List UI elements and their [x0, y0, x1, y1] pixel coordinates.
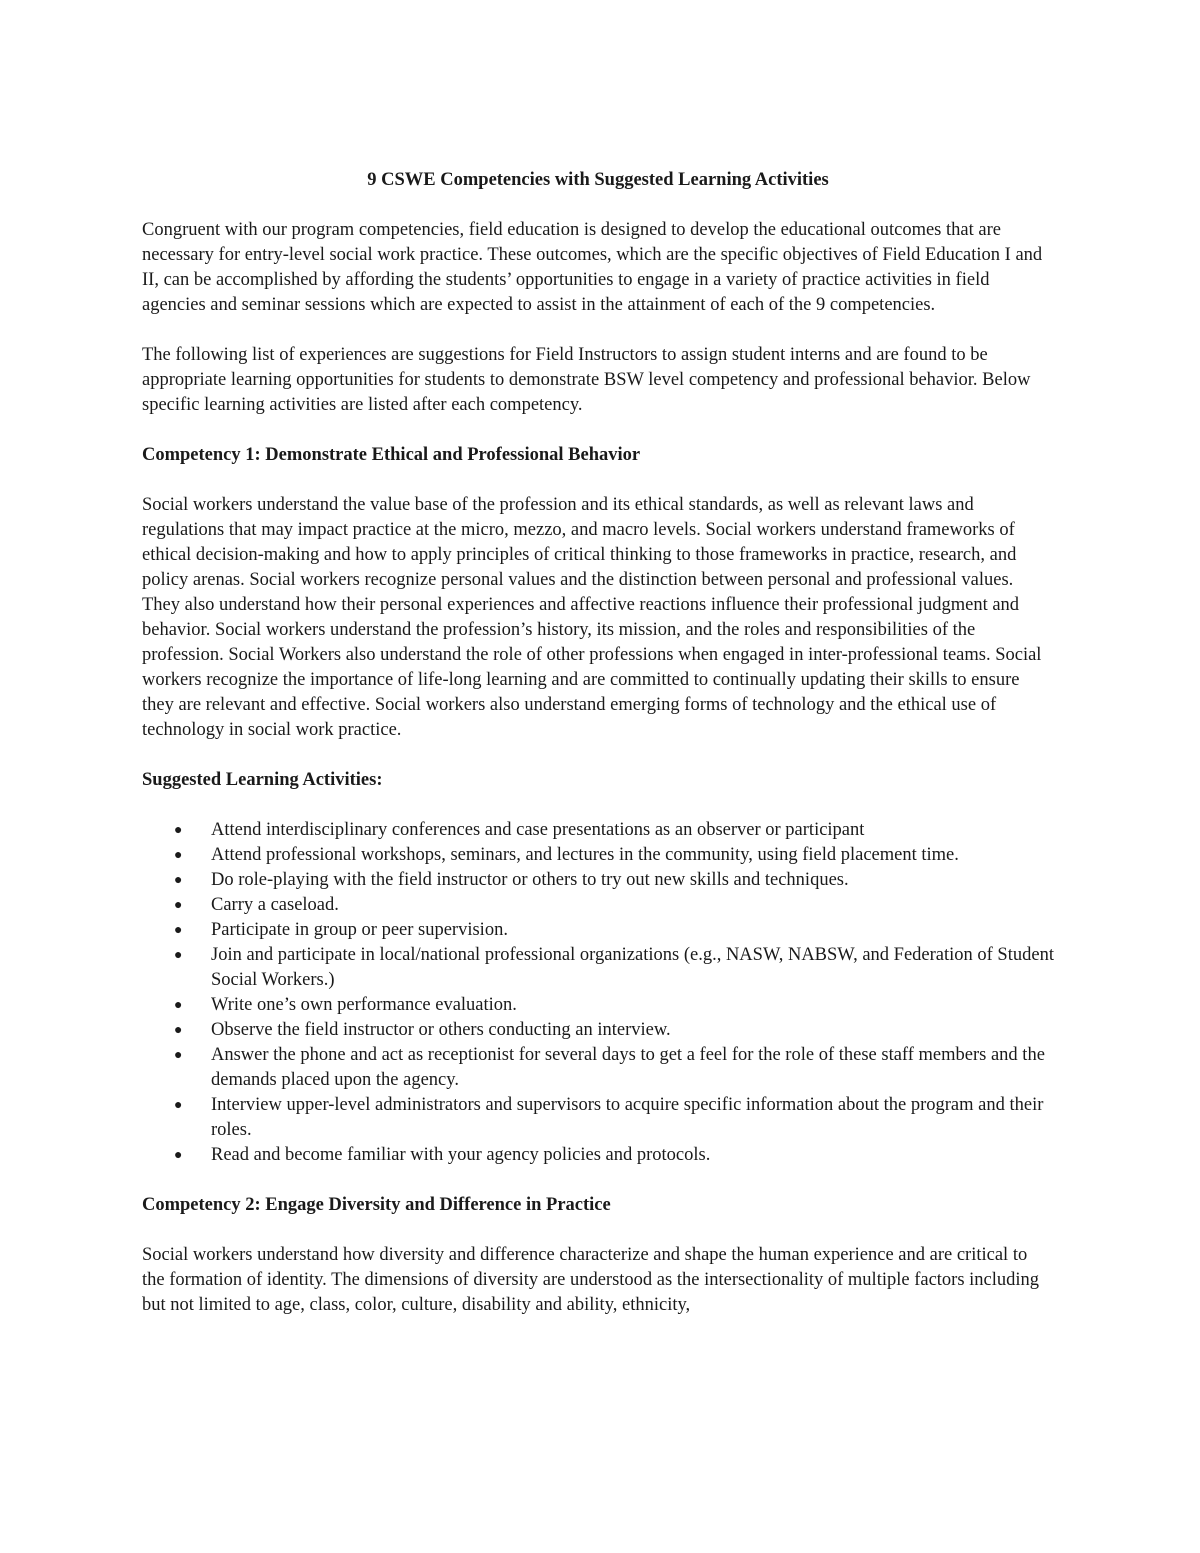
- list-item: ● Attend professional workshops, seminars, and lectures in the community, using field placement time.: [142, 843, 1054, 868]
- competency-2-heading: Competency 2: Engage Diversity and Difference in Practice: [142, 1195, 611, 1215]
- suggested-activities-heading: Suggested Learning Activities:: [142, 770, 383, 790]
- list-item: ● Interview upper-level administrators and supervisors to acquire specific information about the program and their roles.: [174, 1095, 1044, 1140]
- activities-list: [142, 818, 1054, 1168]
- list-item: ● Carry a caseload.: [142, 893, 1054, 918]
- bullet-icon: ●: [174, 1098, 183, 1113]
- list-item: ● Write one’s own performance evaluation.: [142, 993, 1054, 1018]
- list-item: ● Observe the field instructor or others conducting an interview.: [142, 1018, 1054, 1043]
- bullet-icon: ●: [174, 1148, 183, 1163]
- list-item: ● Join and participate in local/national professional organizations (e.g., NASW, NABSW, and Federation of Student Social Workers.): [174, 945, 1054, 990]
- document-page: [142, 168, 1054, 1343]
- intro-paragraph-2: The following list of experiences are suggestions for Field Instructors to assign student interns and are found to be appropriate learning opportunities for students to demonstrate BSW level competency and professional behavior. Below specific learning activities are listed after each competency.: [142, 345, 1031, 415]
- bullet-icon: ●: [174, 823, 183, 838]
- competency-1-heading: Competency 1: Demonstrate Ethical and Professional Behavior: [142, 445, 641, 465]
- list-item: ● Answer the phone and act as receptionist for several days to get a feel for the role of these staff members and the demands placed upon the agency.: [174, 1045, 1045, 1090]
- list-item: ● Do role-playing with the field instructor or others to try out new skills and techniques.: [142, 868, 1054, 893]
- bullet-icon: ●: [174, 948, 183, 963]
- bullet-icon: ●: [174, 1023, 183, 1038]
- bullet-icon: ●: [174, 998, 183, 1013]
- competency-1-description: Social workers understand the value base of the profession and its ethical standards, as well as relevant laws and regulations that may impact practice at the micro, mezzo, and macro levels. Social workers understand frameworks of ethical decision-making and how to apply principles of critical thinking to those frameworks in practice, research, and policy arenas. Social workers recognize personal values and the distinction between personal and professional values. They also understand how their personal experiences and affective reactions influence their professional judgment and behavior. Social workers understand the profession’s history, its mission, and the roles and responsibilities of the profession. Social Workers also understand the role of other professions when engaged in inter-professional teams. Social workers recognize the importance of life-long learning and are committed to continually updating their skills to ensure they are relevant and effective. Social workers also understand emerging forms of technology and the ethical use of technology in social work practice.: [142, 495, 1042, 740]
- intro-paragraph-1: Congruent with our program competencies, field education is designed to develop the educational outcomes that are necessary for entry-level social work practice. These outcomes, which are the specific objectives of Field Education I and II, can be accomplished by affording the students’ opportunities to engage in a variety of practice activities in field agencies and seminar sessions which are expected to assist in the attainment of each of the 9 competencies.: [142, 220, 1043, 315]
- bullet-icon: ●: [174, 873, 183, 888]
- bullet-icon: ●: [174, 848, 183, 863]
- list-item: ● Attend interdisciplinary conferences and case presentations as an observer or participant: [142, 818, 1054, 843]
- bullet-icon: ●: [174, 923, 183, 938]
- document-title: 9 CSWE Competencies with Suggested Learning Activities: [367, 170, 829, 190]
- competency-2-description: Social workers understand how diversity and difference characterize and shape the human experience and are critical to the formation of identity. The dimensions of diversity are understood as the intersectionality of multiple factors including but not limited to age, class, color, culture, disability and ability, ethnicity,: [142, 1245, 1040, 1315]
- list-item: ● Participate in group or peer supervision.: [142, 918, 1054, 943]
- list-item: ● Read and become familiar with your agency policies and protocols.: [142, 1143, 1054, 1168]
- bullet-icon: ●: [174, 1048, 183, 1063]
- bullet-icon: ●: [174, 898, 183, 913]
